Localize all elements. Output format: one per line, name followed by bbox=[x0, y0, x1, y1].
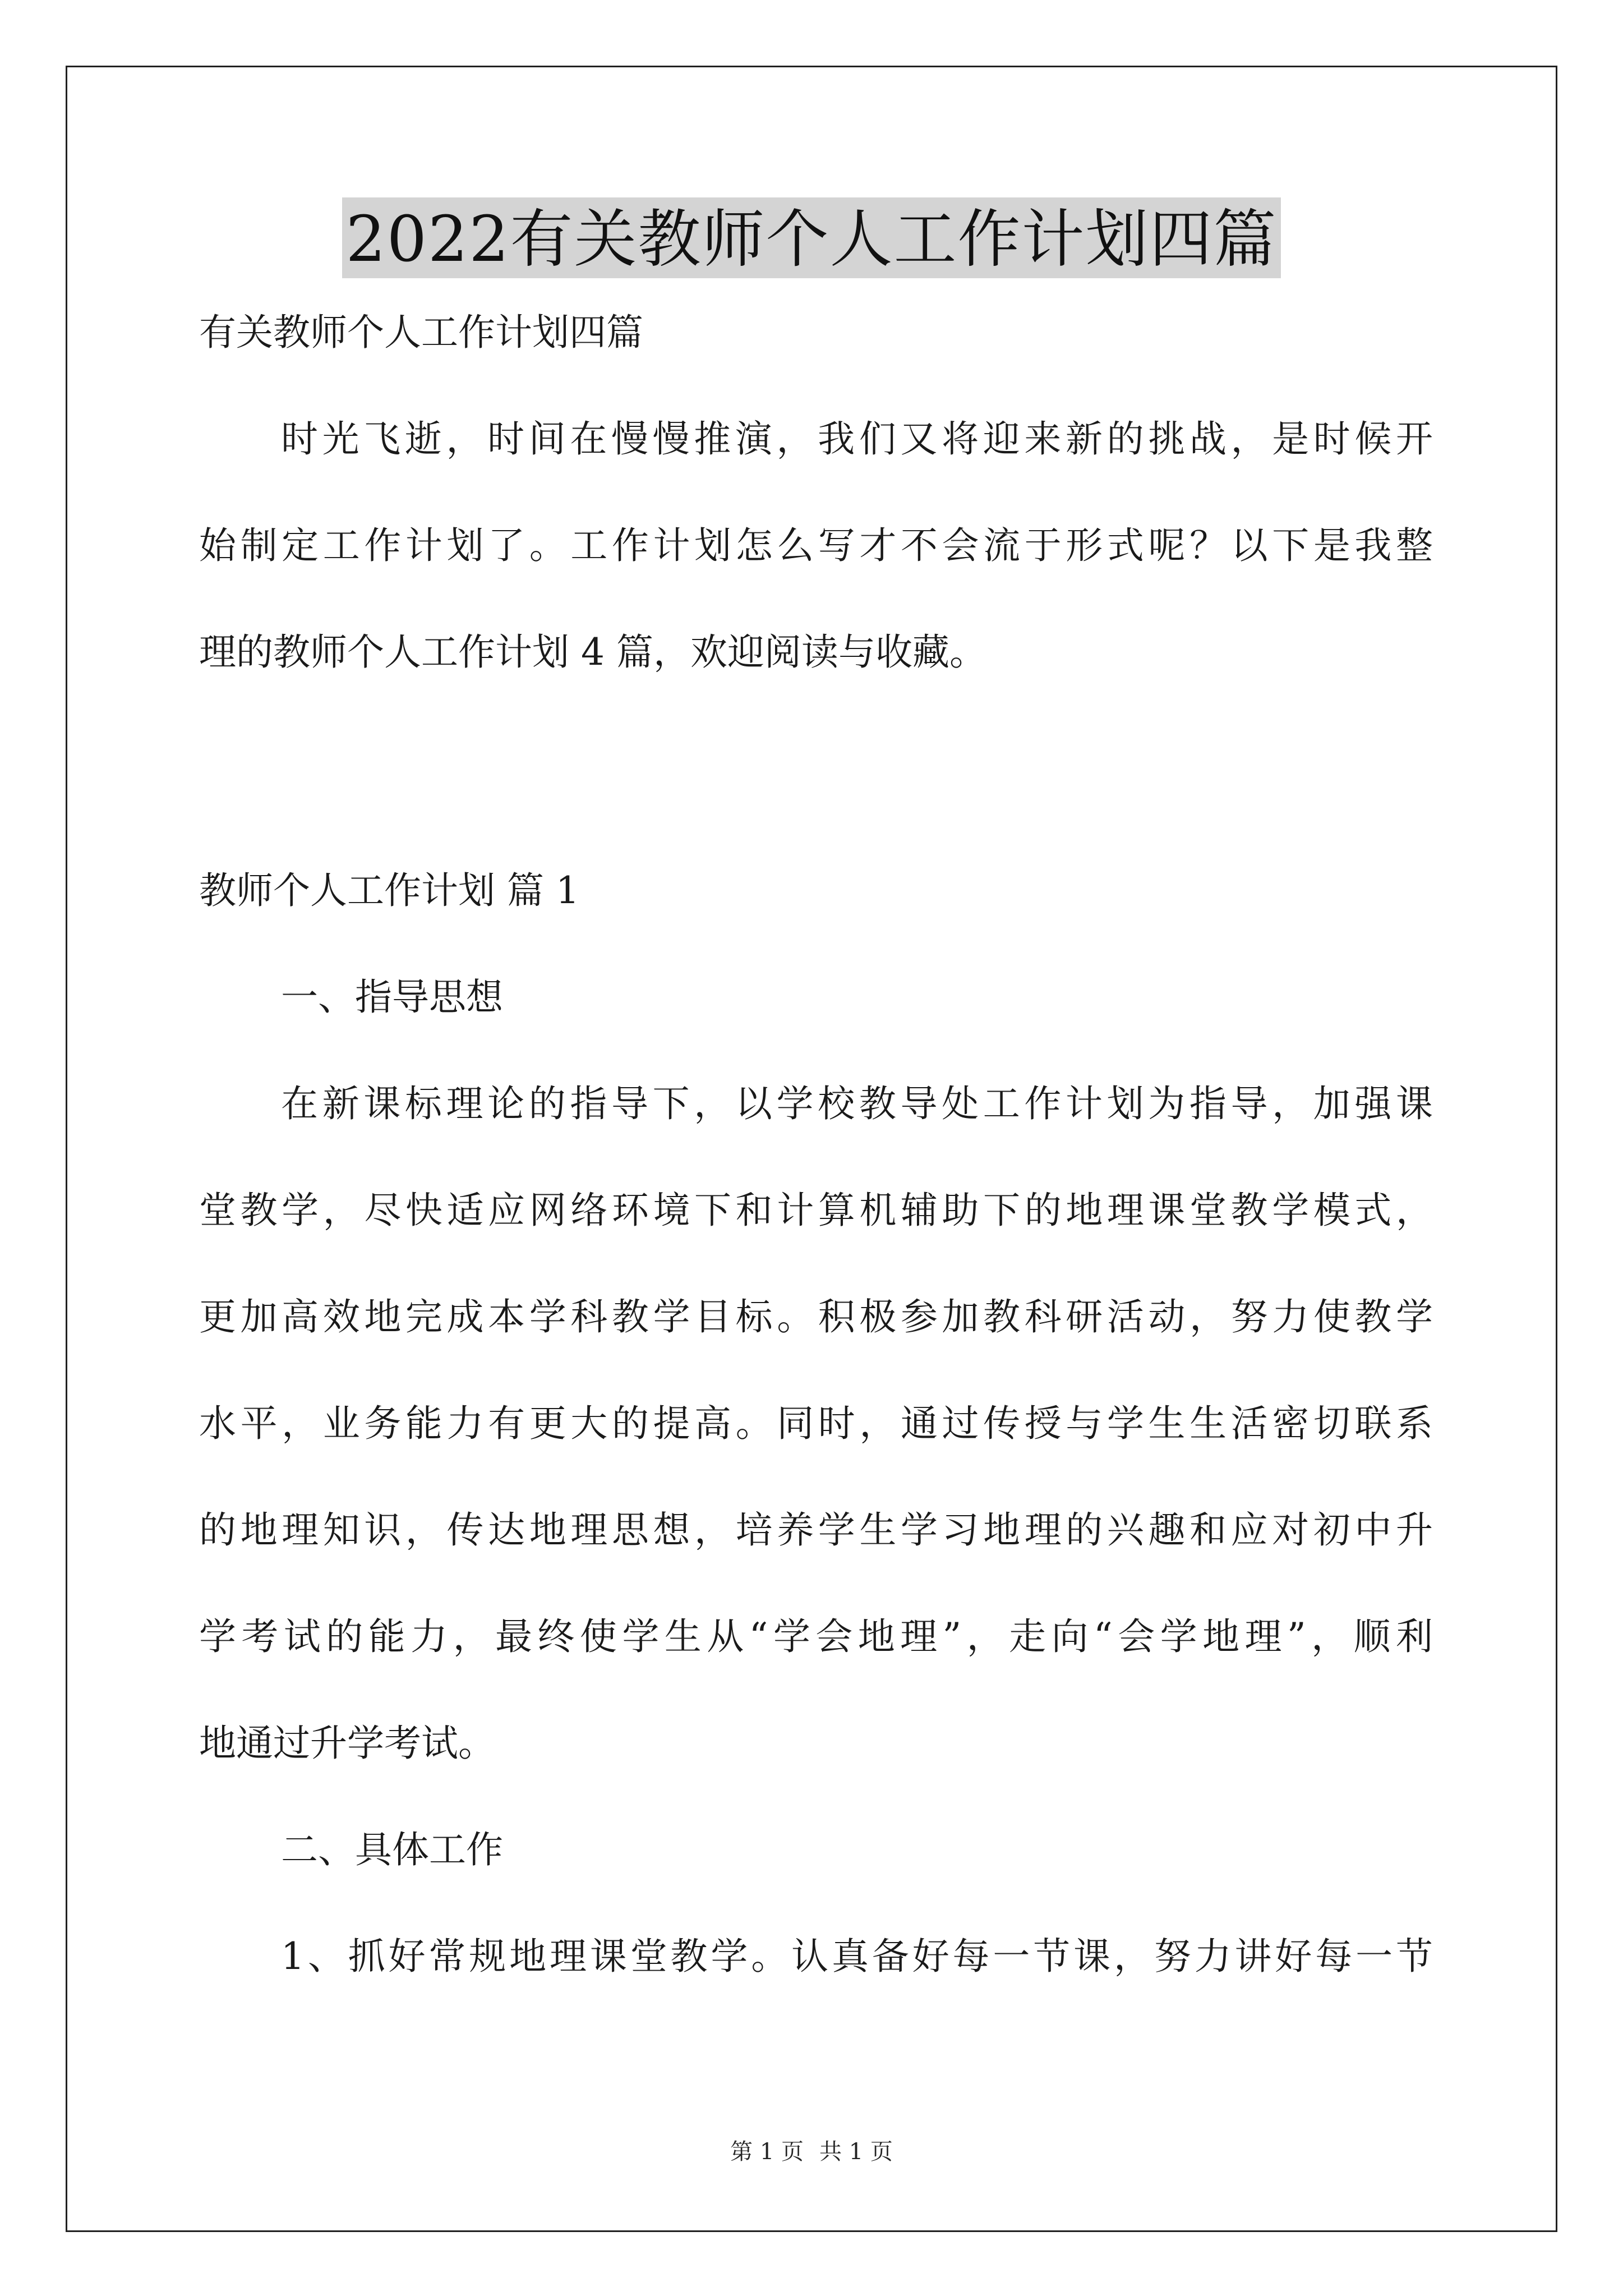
paragraph-line: 更加高效地完成本学科教学目标。积极参加教科研活动，努力使教学 bbox=[199, 1295, 1433, 1338]
document-title: 2022有关教师个人工作计划四篇 bbox=[342, 197, 1280, 278]
title-container bbox=[0, 197, 1623, 278]
page-footer bbox=[0, 2138, 1623, 2165]
intro-line: 理的教师个人工作计划 4 篇，欢迎阅读与收藏。 bbox=[199, 631, 986, 674]
heading-specific-work: 二、具体工作 bbox=[281, 1828, 503, 1871]
paragraph-line: 水平，业务能力有更大的提高。同时，通过传授与学生生活密切联系 bbox=[199, 1402, 1433, 1445]
paragraph-line: 的地理知识，传达地理思想，培养学生学习地理的兴趣和应对初中升 bbox=[199, 1508, 1433, 1552]
paragraph-line: 地通过升学考试。 bbox=[199, 1722, 495, 1765]
page-number: 第 1 页 bbox=[730, 2139, 804, 2165]
paragraph-line: 1、抓好常规地理课堂教学。认真备好每一节课，努力讲好每一节 bbox=[281, 1935, 1433, 1978]
document-subtitle: 有关教师个人工作计划四篇 bbox=[199, 311, 643, 354]
paragraph-line: 学考试的能力，最终使学生从“学会地理”，走向“会学地理”，顺利 bbox=[199, 1615, 1433, 1658]
page-border bbox=[66, 66, 1557, 2232]
section-heading: 教师个人工作计划 篇 1 bbox=[199, 869, 579, 912]
paragraph-line: 在新课标理论的指导下，以学校教导处工作计划为指导，加强课 bbox=[281, 1082, 1433, 1125]
paragraph-line: 堂教学，尽快适应网络环境下和计算机辅助下的地理课堂教学模式， bbox=[199, 1189, 1433, 1232]
heading-guiding-thought: 一、指导思想 bbox=[281, 976, 503, 1019]
intro-line: 时光飞逝，时间在慢慢推演，我们又将迎来新的挑战，是时候开 bbox=[281, 417, 1433, 461]
page-total: 共 1 页 bbox=[819, 2139, 893, 2165]
intro-line: 始制定工作计划了。工作计划怎么写才不会流于形式呢？以下是我整 bbox=[199, 524, 1433, 567]
